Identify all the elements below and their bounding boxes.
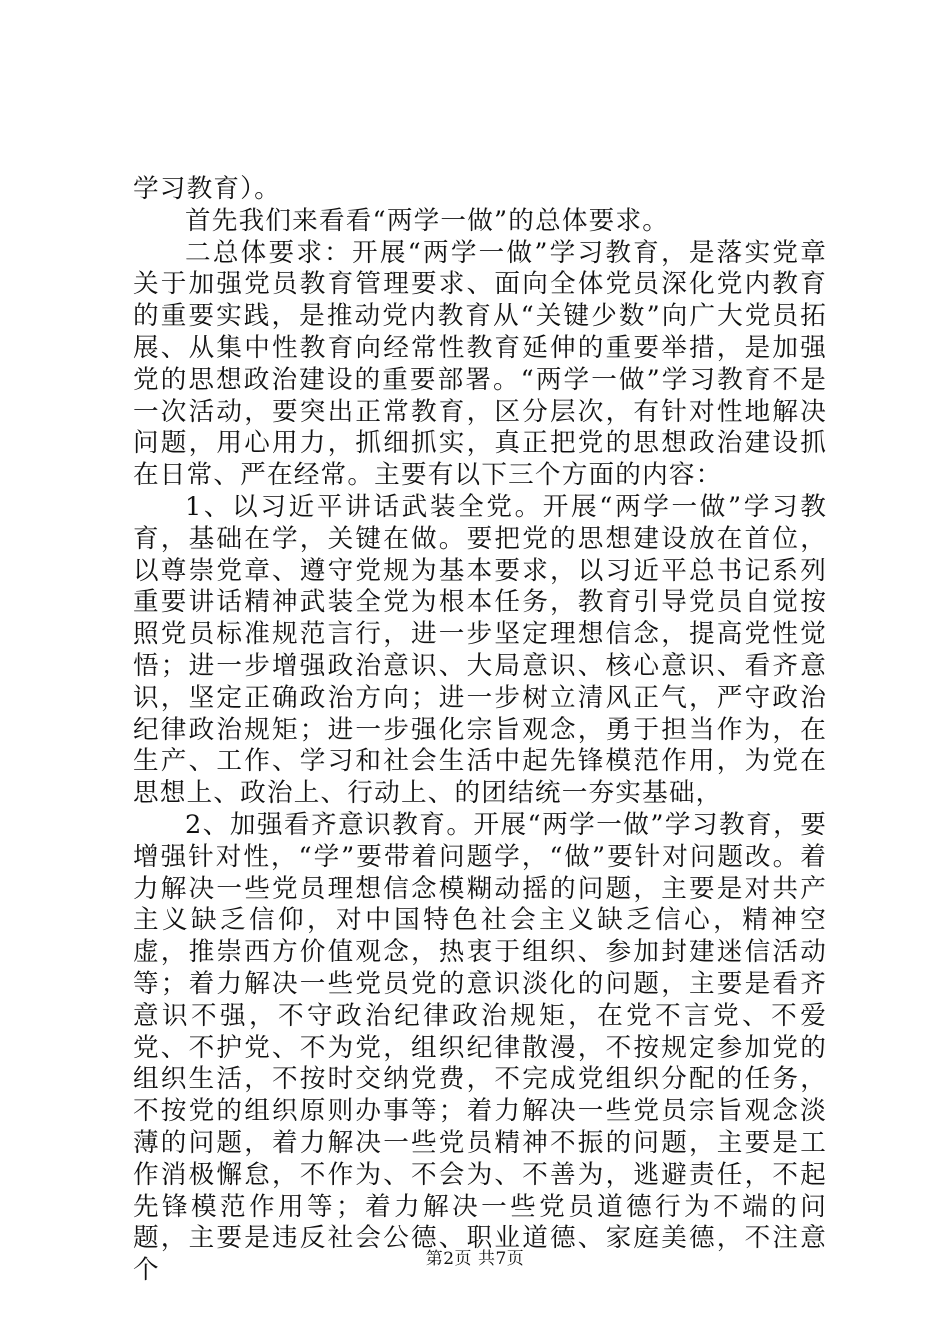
document-body xyxy=(133,174,827,1287)
paragraph-continuation: 学习教育）。 xyxy=(133,174,281,204)
paragraph-overall-requirements: 二总体要求：开展“两学一做”学习教育，是落实党章关于加强党员教育管理要求、面向全体党员深化党内教育的重要实践，是推动党内教育从“关键少数”向广大党员拓展、从集中性教育向经常性教育延伸的重要举措，是加强党的思想政治建设的重要部署。“两学一做”学习教育不是一次活动，要突出正常教育，区分层次，有针对性地解决问题，用心用力，抓细抓实，真正把党的思想政治建设抓在日常、严在经常。主要有以下三个方面的内容： xyxy=(133,237,827,491)
page-number-footer: 第2页 共7页 xyxy=(425,1249,525,1269)
paragraph-point-1: 1、以习近平讲话武装全党。开展“两学一做”学习教育，基础在学，关键在做。要把党的思想建设放在首位，以尊崇党章、遵守党规为基本要求，以习近平总书记系列重要讲话精神武装全党为根本任务，教育引导党员自觉按照党员标准规范言行，进一步坚定理想信念，提高党性觉悟；进一步增强政治意识、大局意识、核心意识、看齐意识，坚定正确政治方向；进一步树立清风正气，严守政治纪律政治规矩；进一步强化宗旨观念，勇于担当作为，在生产、工作、学习和社会生活中起先锋模范作用，为党在思想上、政治上、行动上、的团结统一夯实基础， xyxy=(133,491,827,809)
paragraph-intro: 首先我们来看看“两学一做”的总体要求。 xyxy=(185,205,670,236)
paragraph-point-2: 2、加强看齐意识教育。开展“两学一做”学习教育，要增强针对性，“学”要带着问题学，“做”要针对问题改。着力解决一些党员理想信念模糊动摇的问题，主要是对共产主义缺乏信仰，对中国特色社会主义缺乏信心，精神空虚，推崇西方价值观念，热衷于组织、参加封建迷信活动等；着力解决一些党员党的意识淡化的问题，主要是看齐意识不强，不守政治纪律政治规矩，在党不言党、不爱党、不护党、不为党，组织纪律散漫，不按规定参加党的组织生活，不按时交纳党费，不完成党组织分配的任务，不按党的组织原则办事等；着力解决一些党员宗旨观念淡薄的问题，着力解决一些党员精神不振的问题，主要是工作消极懈怠，不作为、不会为、不善为，逃避责任，不起先锋模范作用等；着力解决一些党员道德行为不端的问题，主要是违反社会公德、职业道德、家庭美德，不注意个 xyxy=(133,809,827,1286)
